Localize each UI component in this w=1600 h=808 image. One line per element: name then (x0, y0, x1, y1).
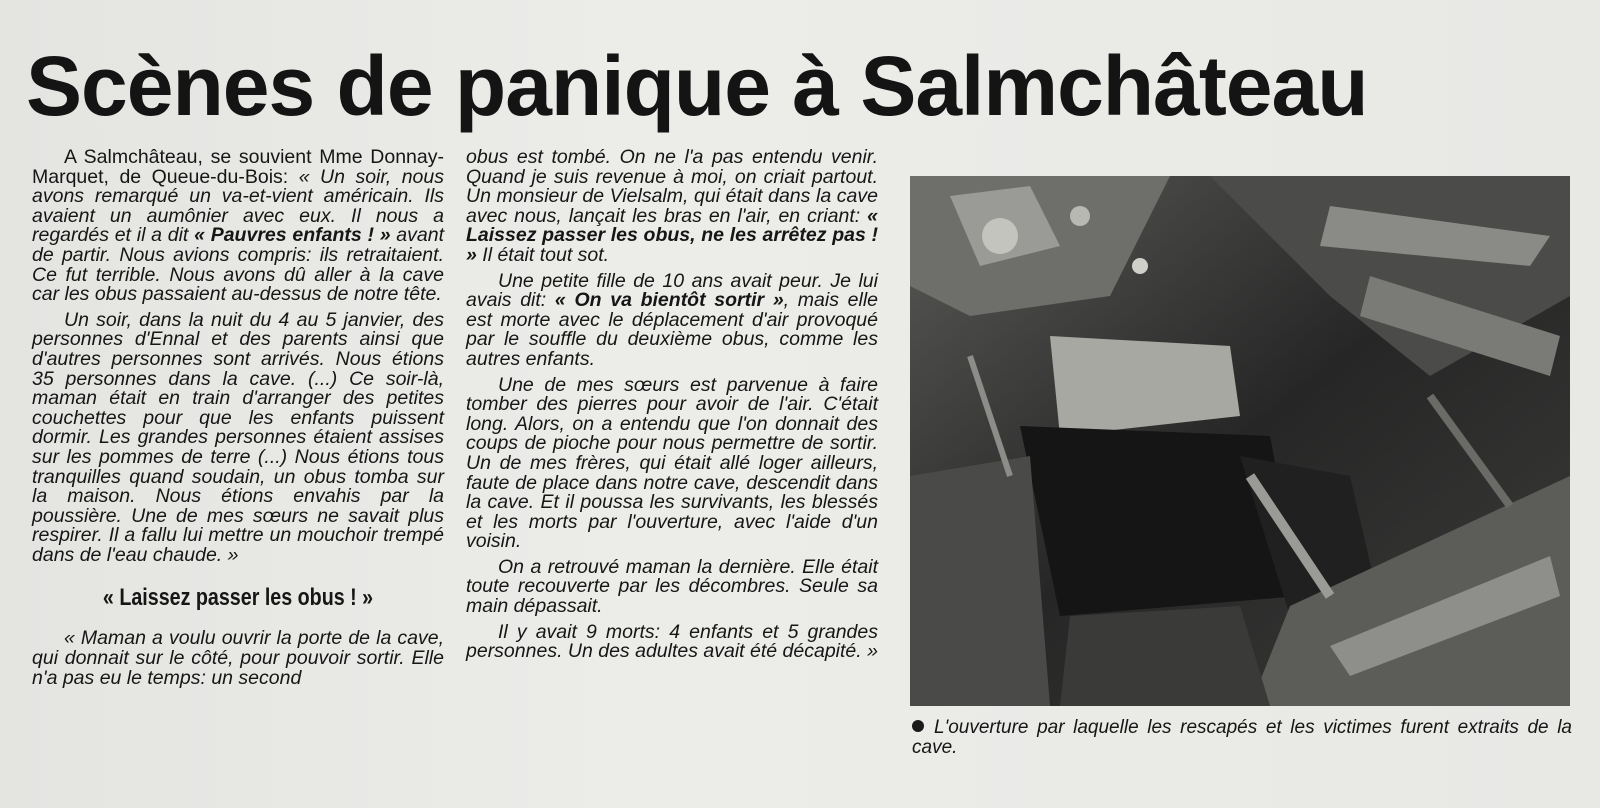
paragraph-1-end: avant de partir. Nous avions compris: ils retraitaient. Ce fut terrible. Nous avons dû aller à la cave car les obus passaient au-dessus de notre tête. (32, 224, 445, 306)
paragraph-5-text-b: , mais elle est morte avec le déplacement d'air provoqué par le souffle du deuxième obus, comme les autres enfants. (466, 289, 878, 370)
paragraph-1-bold-quote: « Pauvres enfants ! » (194, 224, 391, 247)
text-column-2 (466, 148, 878, 668)
paragraph-7: On a retrouvé maman la dernière. Elle était toute recouverte par les décombres. Seule sa main dépassait. (466, 555, 878, 618)
subheading: « Laissez passer les obus ! » (102, 584, 374, 612)
paragraph-2: Un soir, dans la nuit du 4 au 5 janvier, des personnes d'Ennal et des parents ainsi que d'autres personnes sont arrivés. Nous étions 35 personnes dans la cave. (...) Ce soir-là, maman était en train d'arranger des petites couchettes pour que les enfants puissent dormir. Les grandes personnes étaient assises sur les pommes de terre (...) Nous étions tous tranquilles quand soudain, un obus tomba sur la maison. Nous étions envahis par la poussière. Une de mes sœurs ne savait plus respirer. Il a fallu lui mettre un mouchoir trempé dans de l'eau chaude. » (32, 308, 444, 566)
paragraph-1 (32, 148, 444, 305)
paragraph-5 (466, 269, 878, 370)
paragraph-3: « Maman a voulu ouvrir la porte de la cave, qui donnait sur le côté, pour pouvoir sortir. Elle n'a pas eu le temps: un second (32, 627, 444, 689)
photo-caption (912, 718, 1572, 758)
paragraph-8: Il y avait 9 morts: 4 enfants et 5 grandes personnes. Un des adultes avait été décapité. » (466, 620, 878, 663)
paragraph-4 (466, 148, 878, 266)
paragraph-4-bold-quote: « Laissez passer les obus, ne les arrêtez pas ! » (466, 204, 878, 266)
photo-caption-text: L'ouverture par laquelle les rescapés et les victimes furent extraits de la cave. (912, 717, 1572, 758)
paragraph-6: Une de mes sœurs est parvenue à faire tomber des pierres pour avoir de l'air. C'était long. Alors, on a entendu que l'on donnait des coups de pioche pour nous permettre de sortir. Un de mes frères, qui était allé loger ailleurs, faute de place dans notre cave, descendit dans la cave. Et il poussa les survivants, les blessés et les morts par l'ouverture, avec l'aide d'un voisin. (466, 373, 878, 553)
text-column-1 (32, 148, 444, 694)
paragraph-1-quote: « Un soir, nous avons remarqué un va-et-vient américain. Ils avaient un aumônier avec eux. Il nous a regardés et il a dit (32, 165, 444, 247)
headline: Scènes de panique à Salmchâteau (26, 39, 1368, 133)
paragraph-4-text: obus est tombé. On ne l'a pas entendu venir. Quand je suis revenue à moi, on criait partout. Un monsieur de Vielsalm, qui était dans la cave avec nous, lançait les bras en l'air, en criant: (466, 146, 878, 227)
paragraph-4-end: Il était tout sot. (476, 243, 610, 266)
photo-illustration (910, 176, 1570, 706)
cellar-ruins-photo (910, 176, 1570, 706)
bullet-icon (912, 720, 924, 732)
paragraph-5-bold-quote: « On va bientôt sortir » (554, 289, 784, 312)
paragraph-5-text-a: Une petite fille de 10 ans avait peur. Je lui avais dit: (466, 269, 878, 312)
paragraph-1-intro: A Salmchâteau, se souvient Mme Donnay-Marquet, de Queue-du-Bois: (32, 146, 444, 188)
